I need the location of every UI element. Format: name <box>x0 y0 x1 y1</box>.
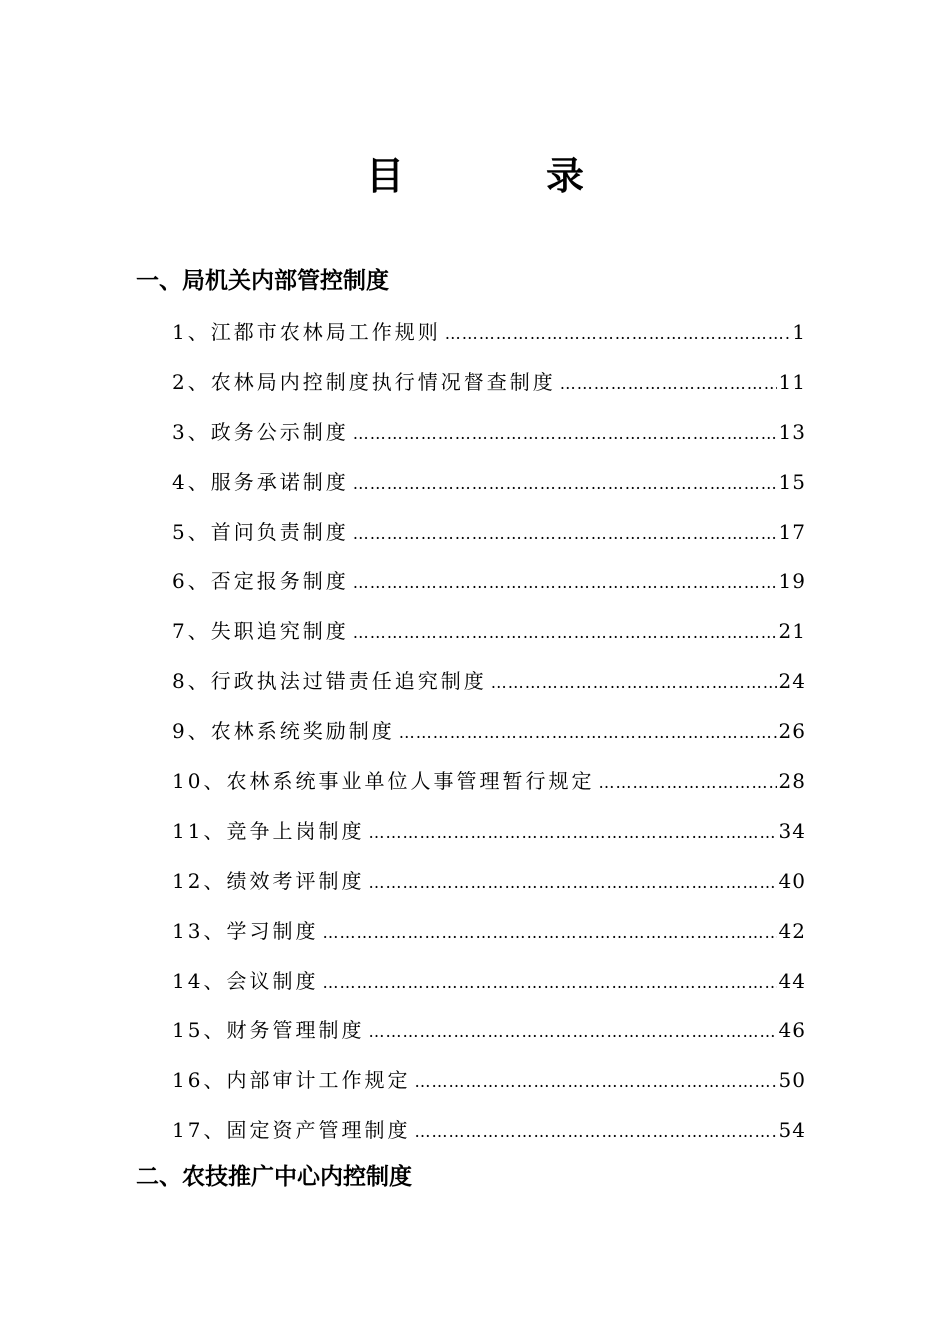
toc-list <box>172 308 806 1156</box>
toc-page-number: 24 <box>778 669 806 694</box>
toc-leader-dots <box>353 608 777 658</box>
toc-leader-dots <box>414 1057 776 1107</box>
toc-entry[interactable] <box>172 1106 806 1156</box>
toc-entry-label: 4、服务承诺制度 <box>172 469 349 494</box>
toc-entry-label: 5、首问负责制度 <box>172 519 349 544</box>
toc-entry-label: 9、农林系统奖励制度 <box>172 719 395 744</box>
section-heading-2: 二、农技推广中心内控制度 <box>136 1164 412 1190</box>
section-heading-1: 一、局机关内部管控制度 <box>136 268 389 294</box>
toc-entry[interactable] <box>172 1006 806 1056</box>
toc-entry-label: 17、固定资产管理制度 <box>172 1118 411 1143</box>
toc-entry[interactable] <box>172 408 806 458</box>
toc-leader-dots <box>445 309 791 359</box>
toc-page-number: 54 <box>778 1118 806 1143</box>
toc-entry-label: 1、江都市农林局工作规则 <box>172 320 441 344</box>
toc-entry[interactable] <box>172 957 806 1007</box>
toc-page-number: 15 <box>778 469 806 494</box>
toc-page-number: 21 <box>778 619 806 644</box>
toc-page-number: 19 <box>778 569 806 594</box>
toc-page-number: 42 <box>778 918 806 943</box>
toc-page-number: 26 <box>778 719 806 744</box>
toc-entry-label: 6、否定报务制度 <box>172 569 349 594</box>
toc-entry-label: 8、行政执法过错责任追究制度 <box>172 669 487 694</box>
toc-leader-dots <box>598 758 776 808</box>
toc-entry[interactable] <box>172 757 806 807</box>
toc-leader-dots <box>353 459 777 509</box>
toc-entry-label: 11、竞争上岗制度 <box>172 818 365 843</box>
toc-entry[interactable] <box>172 1056 806 1106</box>
toc-entry-label: 16、内部审计工作规定 <box>172 1068 411 1093</box>
toc-leader-dots <box>353 509 777 559</box>
toc-entry[interactable] <box>172 607 806 657</box>
toc-page-number: 34 <box>778 818 806 843</box>
toc-entry-label: 2、农林局内控制度执行情况督查制度 <box>172 369 556 394</box>
toc-entry-label: 14、会议制度 <box>172 968 319 993</box>
toc-entry[interactable] <box>172 508 806 558</box>
toc-entry[interactable] <box>172 857 806 907</box>
toc-entry-label: 3、政务公示制度 <box>172 419 349 444</box>
toc-leader-dots <box>414 1107 776 1157</box>
toc-entry-label: 10、农林系统事业单位人事管理暂行规定 <box>172 769 595 794</box>
toc-entry[interactable] <box>172 557 806 607</box>
toc-leader-dots <box>560 359 777 409</box>
toc-page-number: 11 <box>778 369 806 394</box>
toc-page-number: 28 <box>778 769 806 794</box>
toc-page-number: 44 <box>778 968 806 993</box>
toc-page-number: 40 <box>778 868 806 893</box>
page-title: 目 录 <box>365 153 636 198</box>
toc-page-number: 17 <box>778 519 806 544</box>
toc-leader-dots <box>368 1007 776 1057</box>
toc-page-number: 13 <box>778 419 806 444</box>
toc-entry[interactable] <box>172 358 806 408</box>
toc-entry[interactable] <box>172 308 806 358</box>
toc-entry-label: 12、绩效考评制度 <box>172 868 365 893</box>
toc-page-number: 50 <box>778 1068 806 1093</box>
toc-leader-dots <box>353 558 777 608</box>
toc-entry[interactable] <box>172 907 806 957</box>
toc-leader-dots <box>322 958 776 1008</box>
toc-leader-dots <box>368 808 776 858</box>
toc-entry-label: 15、财务管理制度 <box>172 1018 365 1043</box>
toc-page-number: 46 <box>778 1018 806 1043</box>
toc-entry-label: 7、失职追究制度 <box>172 619 349 644</box>
toc-entry[interactable] <box>172 657 806 707</box>
toc-entry[interactable] <box>172 707 806 757</box>
toc-entry[interactable] <box>172 807 806 857</box>
toc-page-number: 1 <box>792 320 806 344</box>
toc-leader-dots <box>399 708 777 758</box>
toc-leader-dots <box>368 858 776 908</box>
toc-entry[interactable] <box>172 458 806 508</box>
toc-leader-dots <box>491 658 777 708</box>
toc-leader-dots <box>353 409 777 459</box>
toc-entry-label: 13、学习制度 <box>172 918 319 943</box>
toc-leader-dots <box>322 908 776 958</box>
